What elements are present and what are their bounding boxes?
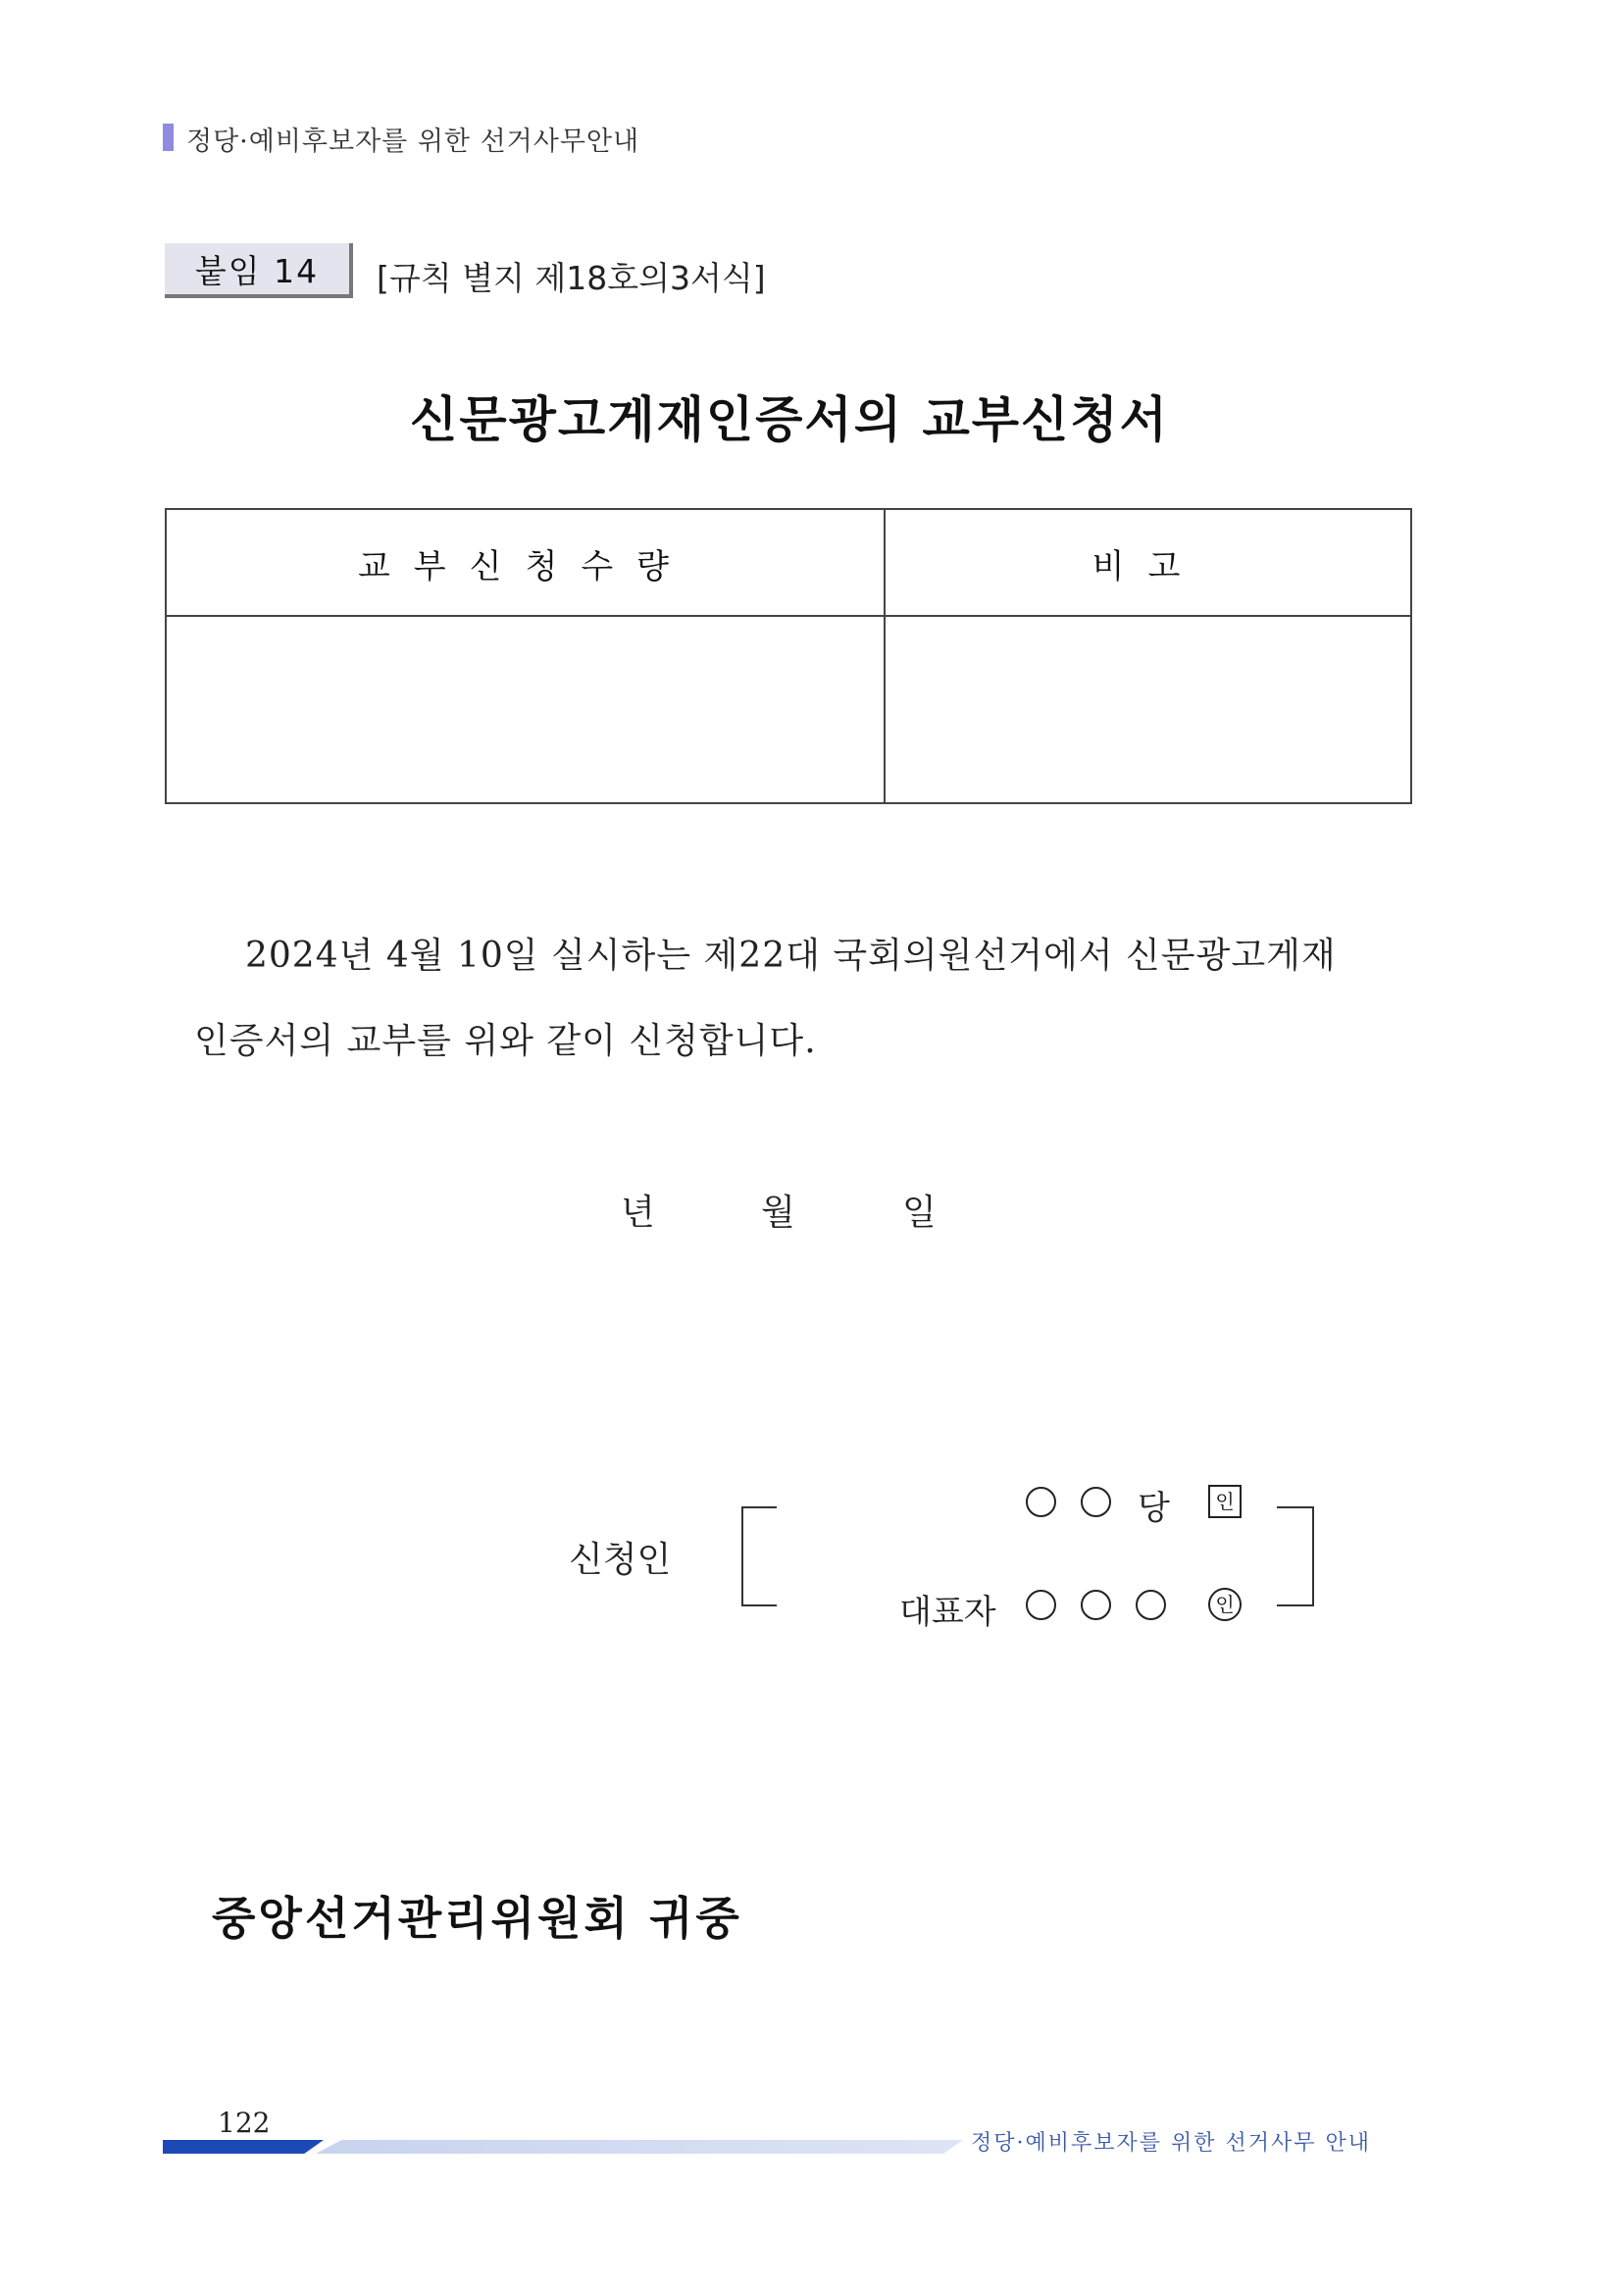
application-table (165, 508, 1412, 804)
body-text-line-1: 2024년 4월 10일 실시하는 제22대 국회의원선거에서 신문광고게재 (245, 936, 1337, 976)
applicant-label: 신청인 (569, 1540, 672, 1580)
table-header-quantity: 교부신청수량 (357, 547, 693, 586)
table-header-remarks: 비고 (1091, 547, 1204, 586)
seal-circle-mark: 인 (1208, 1588, 1242, 1621)
date-day-label: 일 (902, 1193, 937, 1233)
blank-circle-placeholder (1136, 1590, 1166, 1620)
rule-reference: [규칙 별지 제18호의3서식] (377, 259, 766, 297)
blank-circle-placeholder (1081, 1487, 1111, 1517)
addressee: 중앙선거관리위원회 귀중 (212, 1892, 742, 1945)
blank-circle-placeholder (1081, 1590, 1111, 1620)
representative-label: 대표자 (899, 1593, 996, 1632)
document-title: 신문광고게재인증서의 교부신청서 (410, 390, 1169, 448)
blank-circle-placeholder (1026, 1487, 1056, 1517)
running-header: 정당·예비후보자를 위한 선거사무안내 (186, 127, 640, 157)
left-bracket (741, 1506, 777, 1606)
footer-running-title: 정당·예비후보자를 위한 선거사무 안내 (971, 2131, 1372, 2156)
table-cell-quantity[interactable] (167, 617, 884, 802)
date-year-label: 년 (621, 1193, 655, 1233)
party-suffix: 당 (1138, 1489, 1170, 1528)
page-number: 122 (218, 2107, 271, 2139)
table-cell-remarks[interactable] (886, 617, 1412, 802)
attachment-label: 붙임 14 (165, 243, 353, 298)
right-bracket (1277, 1506, 1314, 1606)
header-accent-bar (163, 124, 174, 151)
date-month-label: 월 (761, 1193, 795, 1233)
body-text-line-2: 인증서의 교부를 위와 같이 신청합니다. (194, 1021, 817, 1061)
footer-light-bar (316, 2140, 963, 2154)
blank-circle-placeholder (1026, 1590, 1056, 1620)
seal-square-mark: 인 (1208, 1485, 1242, 1518)
footer-accent-bar (163, 2140, 324, 2154)
